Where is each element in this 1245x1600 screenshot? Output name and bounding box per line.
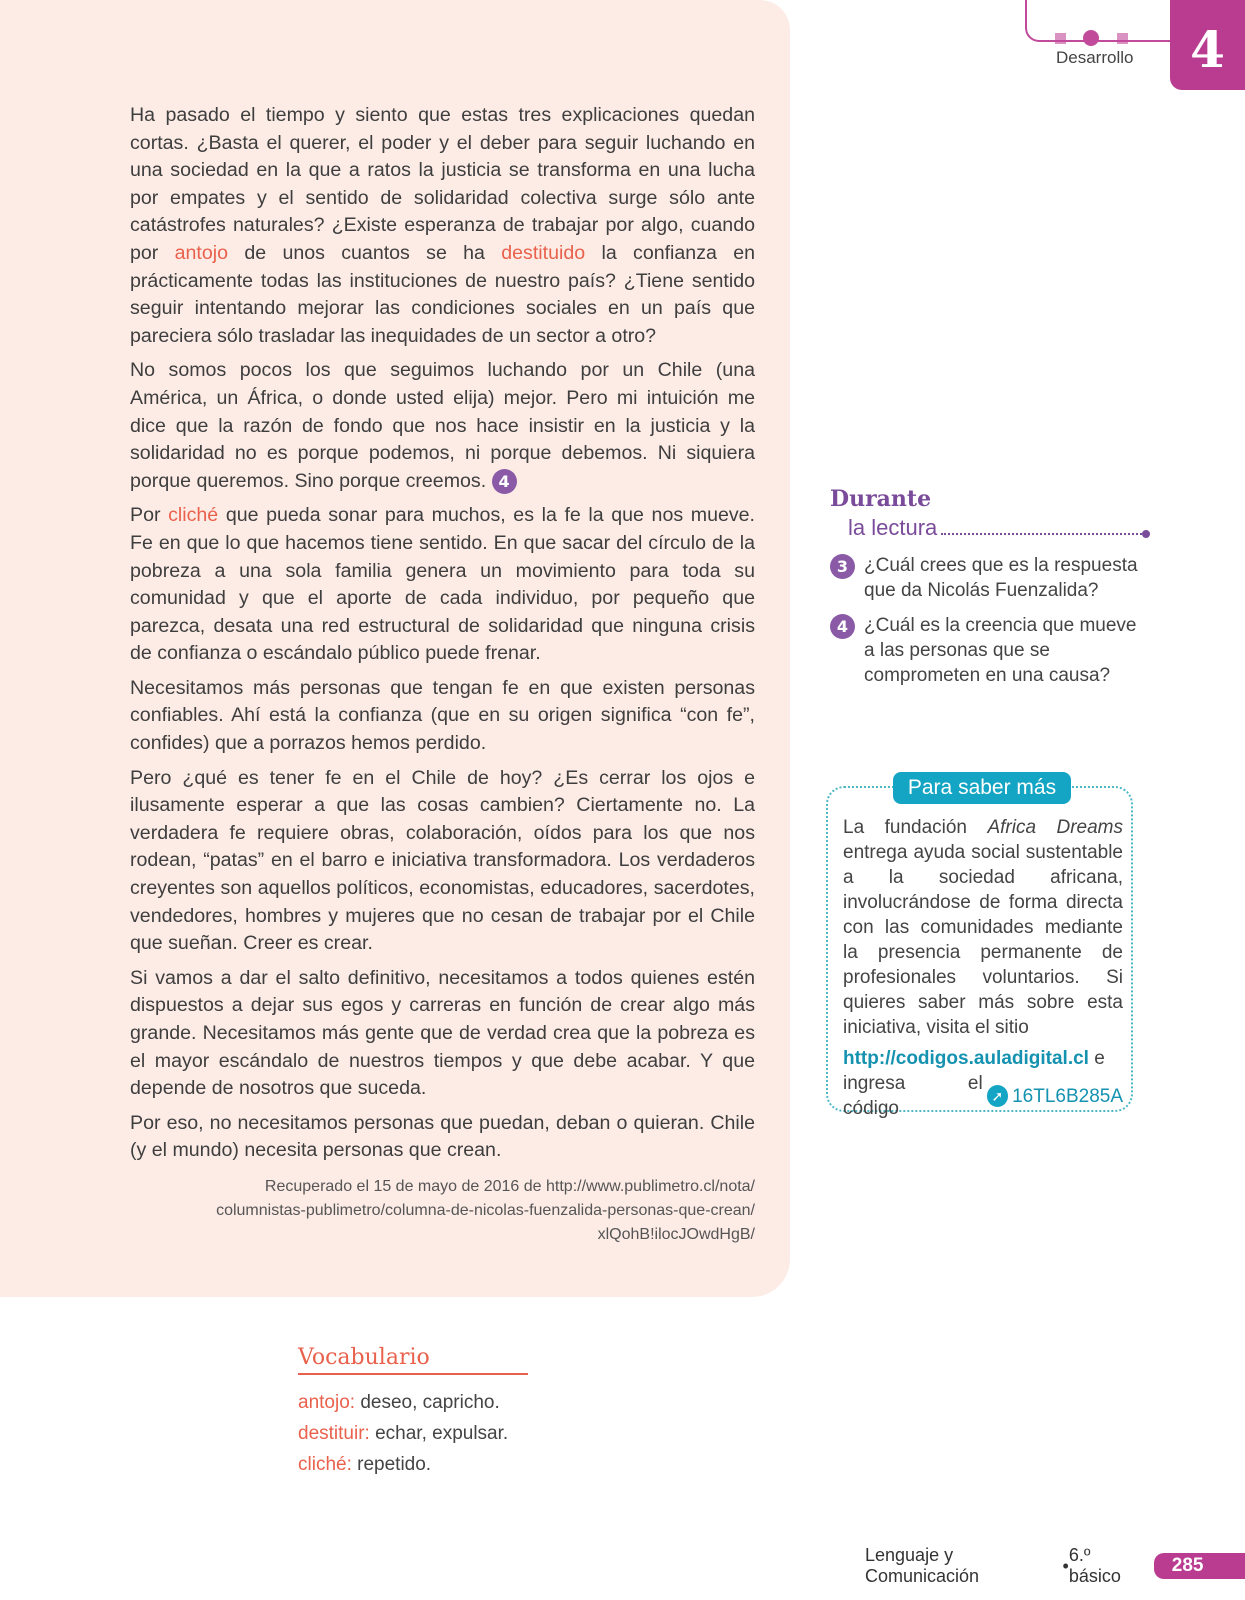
footer-subject: Lenguaje y Comunicación	[865, 1545, 980, 1586]
question-number-badge: 3	[830, 554, 855, 579]
vocabulary-title: Vocabulario	[298, 1345, 528, 1375]
access-code: 16TL6B285A	[1012, 1085, 1123, 1107]
vocab-word-cliche: cliché	[168, 504, 219, 527]
page-footer: Lenguaje y Comunicación • 6.º básico 285	[865, 1545, 1245, 1587]
question-item: 3 ¿Cuál crees que es la respuesta que da Nicolás Fuenzalida?	[830, 553, 1150, 603]
vocab-word-destituido: destituido	[501, 241, 586, 264]
footer-grade: 6.º básico	[1068, 1545, 1121, 1586]
during-title: Durante	[830, 486, 932, 512]
vocab-word-antojo: antojo	[174, 241, 229, 264]
chapter-progress-dots	[1055, 30, 1175, 50]
paragraph: Ha pasado el tiempo y siento que estas tres explicaciones quedan cortas. ¿Basta el querer, el poder y el deber para seguir luchando en una sociedad en la que a ratos la justicia se transforma en una lucha por empates y el sentido de solidaridad colectiva surge sólo ante catástrofes naturales? ¿Existe esperanza de trabajar por algo, cuando por antojo de unos cuantos se ha destituido la confianza en prácticamente todas las instituciones de nuestro país? ¿Tiene sentido seguir intentando mejorar las condiciones sociales en un país que pareciera sólo trasladar las inequidades de un sector a otro?	[130, 104, 755, 347]
section-label: Desarrollo	[1056, 48, 1134, 67]
during-reading-box	[830, 485, 1150, 688]
paragraph: Pero ¿qué es tener fe en el Chile de hoy? ¿Es cerrar los ojos e ilusamente esperar a que las cosas cambien? Ciertamente no. La verdadera fe requiere obras, colaboración, oídos para los que nos rodean, “patas” en el barro e iniciativa transformadora. Los verdaderos creyentes son aquellos políticos, economistas, educadores, sacerdotes, vendedores, hombres y mujeres que no cesan de trabajar por el Chile que sueñan. Creer es crear.	[130, 766, 755, 955]
page-number: 285	[1154, 1553, 1245, 1579]
vocab-entry: cliché: repetido.	[298, 1454, 432, 1475]
paragraph: Por cliché que pueda sonar para muchos, es la fe la que nos mueve. Fe en que lo que hacemos tiene sentido. En que sacar del círculo de la pobreza a una sola familia genera un movimiento para toda su comunidad y que el aporte de cada individuo, por pequeño que parezca, desata una red estructural de solidaridad que ninguna crisis de confianza o escándalo público puede frenar.	[130, 504, 756, 665]
paragraph: Si vamos a dar el salto definitivo, necesitamos a todos quienes estén dispuestos a dejar sus egos y carreras en función de crear algo más grande. Necesitamos más gente que de verdad crea que la pobreza es el mayor escándalo de nuestros tiempos y que debe acabar. Y que depende de nosotros que suceda.	[130, 966, 755, 1100]
more-info-tag: Para saber más	[893, 772, 1071, 804]
source-citation: Recuperado el 15 de mayo de 2016 de http://www.publimetro.cl/nota/ columnistas-publimetro/columna-de-nicolas-fuenzalida-personas-que-crean/ xlQohB!ilocJOwdHgB/	[216, 1177, 755, 1243]
paragraph: No somos pocos los que seguimos luchando por un Chile (una América, un África, o donde usted elija) mejor. Pero mi intuición me dice que la razón de fondo que nos hace insistir en la justicia y la solidaridad no es porque podemos, ni porque debemos. Ni siquiera porque queremos. Sino porque creemos. 4	[130, 357, 755, 495]
vocab-entry: destituir: echar, expulsar.	[298, 1423, 509, 1444]
question-number-badge: 4	[830, 614, 855, 639]
paragraph: Por eso, no necesitamos personas que puedan, deban o quieran. Chile (y el mundo) necesita personas que crean.	[130, 1111, 755, 1162]
arrow-icon: ➚	[987, 1085, 1008, 1107]
during-subtitle: la lectura	[848, 513, 1150, 543]
question-item: 4 ¿Cuál es la creencia que mueve a las personas que se comprometen en una causa?	[830, 613, 1150, 688]
paragraph: Necesitamos más personas que tengan fe en que existen personas confiables. Ahí está la confianza (que en su origen significa “con fe”, confides) que a porrazos hemos perdido.	[130, 676, 755, 755]
question-marker-badge: 4	[492, 469, 517, 494]
chapter-number: 4	[1170, 0, 1245, 90]
article-text	[130, 102, 755, 1247]
auladigital-link[interactable]: http://codigos.auladigital.cl	[843, 1048, 1089, 1069]
vocab-entry: antojo: deseo, capricho.	[298, 1392, 500, 1413]
vocabulary-box	[298, 1345, 528, 1480]
more-info-text: La fundación Africa Dreams entrega ayuda social sustentable a la sociedad africana, involucrándose de forma directa con las comunidades mediante la presencia permanente de profesionales voluntarios. Si quieres saber más sobre esta iniciativa, visita el sitio http://codigos.auladigital.cl e ingresa el código ➚ 16TL6B285A	[843, 817, 1124, 1119]
